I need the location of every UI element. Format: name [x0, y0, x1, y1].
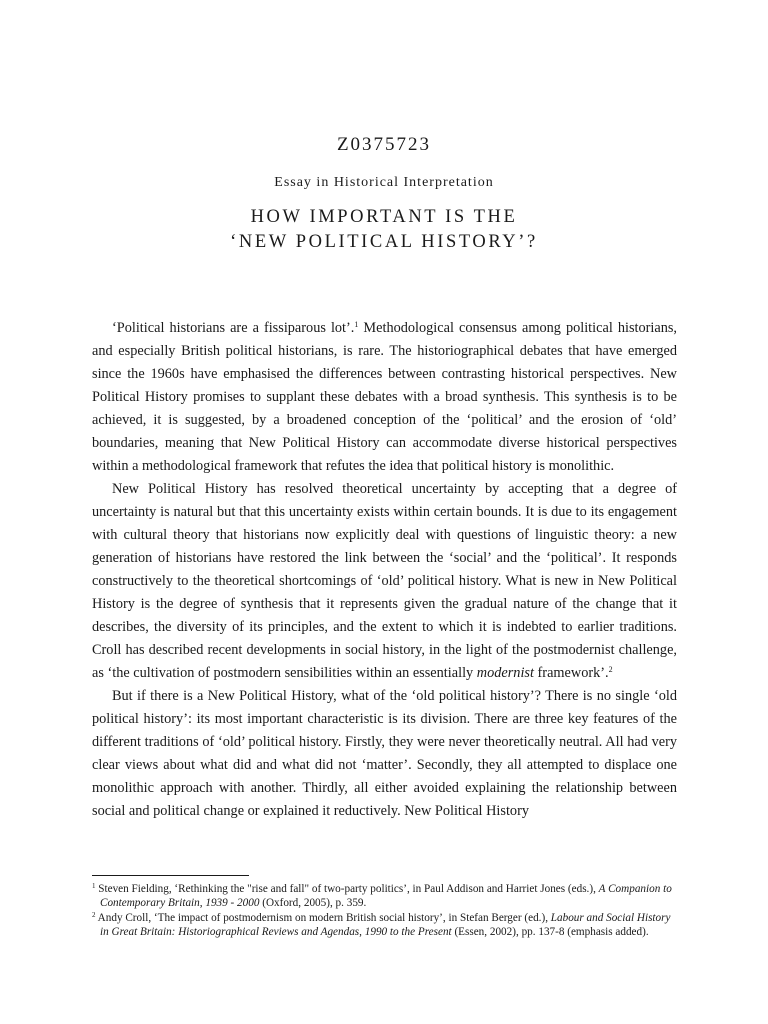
paragraph-3	[92, 685, 677, 823]
paragraph-1	[92, 317, 677, 478]
essay-title	[0, 205, 768, 255]
footnote-1-text: Steven Fielding, ‘Rethinking the "rise and fall" of two-party politics’, in Paul Addison and Harriet Jones (eds.),	[95, 883, 599, 895]
essay-subtitle: Essay in Historical Interpretation	[274, 175, 494, 190]
p2-text: New Political History has resolved theoretical uncertainty by accepting that a degree of uncertainty is natural but that this uncertainty exists within certain bounds. It is due to its engagement with cultural theory that historians now explicitly deal with questions of linguistic theory: a new generation of historians have restored the link between the ‘social’ and the ‘political’. It responds constructively to the theoretical shortcomings of ‘old’ political history. What is new in New Political History is the degree of synthesis that it represents given the gradual nature of the change that it describes, the diversity of its principles, and the extent to which it is indebted to earlier traditions. Croll has described recent developments in social history, in the light of the postmodernist challenge, as ‘the cultivation of postmodern sensibilities within an essentially	[92, 481, 677, 681]
footnote-ref-1: 1	[354, 320, 359, 329]
footnote-2-title: Labour and Social History in Great Britain: Historiographical Reviews and Agendas, 1990 to the Present	[100, 912, 671, 938]
footnote-1-number: 1	[92, 882, 96, 890]
footnote-2-text: Andy Croll, ‘The impact of postmodernism on modern British social history’, in Stefan Berger (ed.),	[95, 912, 551, 924]
footnote-1-title: A Companion to Contemporary Britain, 1939 - 2000	[100, 883, 672, 909]
footnote-2	[92, 911, 677, 939]
footnote-ref-2: 2	[608, 665, 613, 674]
footnote-1-pub: (Oxford, 2005), p. 359.	[259, 897, 367, 909]
title-line-1: HOW IMPORTANT IS THE	[250, 207, 518, 227]
title-line-2: ‘NEW POLITICAL HISTORY’?	[230, 232, 538, 252]
footnote-1	[92, 882, 677, 910]
essay-body	[92, 317, 677, 823]
paragraph-2	[92, 478, 677, 685]
footnote-2-number: 2	[92, 911, 96, 919]
p1-text: Methodological consensus among political historians, and especially British political historians, is rare. The historiographical debates that have emerged since the 1960s have emphasised the differences between contrasting historical perspectives. New Political History promises to supplant these debates with a broad synthesis. This synthesis is to be achieved, it is suggested, by a broadened conception of the ‘political’ and the erosion of ‘old’ boundaries, meaning that New Political History can accommodate diverse historical perspectives within a methodological framework that refutes the idea that political history is monolithic.	[92, 320, 677, 474]
p1-opening-quote: ‘Political historians are a fissiparous lot’.	[112, 320, 355, 336]
footnotes	[92, 882, 677, 940]
p3-text: But if there is a New Political History, what of the ‘old political history’? There is no single ‘old political history’: its most important characteristic is its division. There are three key features of the different traditions of ‘old’ political history. Firstly, they were never theoretically neutral. All had very clear views about what did and what did not ‘matter’. Secondly, they all attempted to displace one monolithic approach with another. Thirdly, all either avoided explaining the relationship between social and political change or explained it reductively. New Political History	[92, 688, 677, 819]
footnote-divider	[92, 875, 249, 876]
p2-emphasis: modernist	[476, 665, 534, 681]
footnote-2-pub: (Essen, 2002), pp. 137-8 (emphasis added).	[451, 926, 649, 938]
student-id: Z0375723	[336, 134, 432, 155]
p2-text-end: framework’.	[533, 665, 609, 681]
